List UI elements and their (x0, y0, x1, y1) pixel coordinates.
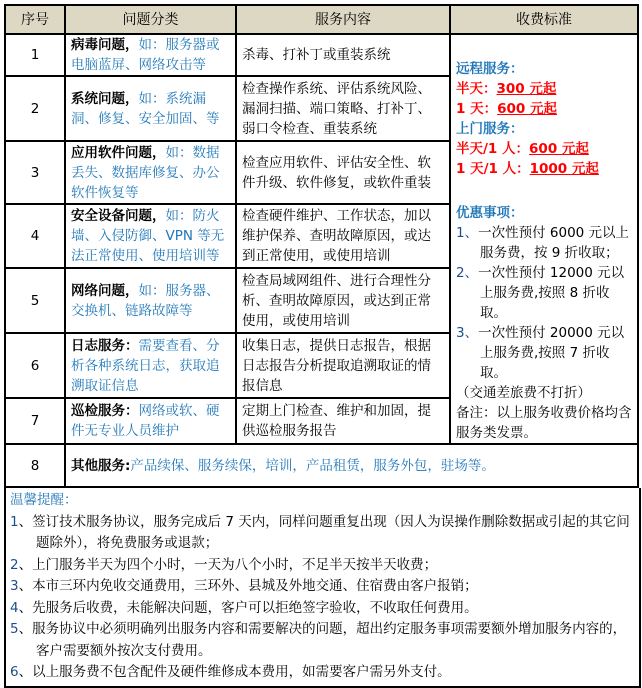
row-number: 3 (5, 141, 65, 204)
reminder-item: 5、服务协议中必须明确列出服务内容和需要解决的问题，超出约定服务事项需要额外增加服务内容的，客户需要额外按次支付费用。 (10, 621, 627, 659)
table-header-row (5, 5, 638, 34)
discount-item: 2、一次性预付 12000 元以上服务费,按照 8 折收取。 (456, 265, 625, 321)
reminders-section (4, 488, 641, 688)
category-examples: 如：服务器或电脑蓝屏、网络攻击等 (71, 37, 220, 73)
reminders-title: 温馨提醒： (10, 492, 78, 508)
reminder-item: 2、上门服务半天为四个小时，一天为八个小时，不足半天按半天收费； (10, 556, 438, 573)
remote-half-day: 半天：300 元起 (456, 81, 557, 97)
category-name: 巡检服务： (71, 403, 139, 419)
row-category (65, 204, 236, 268)
reminder-item: 1、签订技术服务协议，服务完成后 7 天内，同样问题重复出现（因人为误操作删除数据或引起的其它问题除外），将免费服务或退款； (10, 513, 630, 551)
row-content: 定期上门检查、维护和加固，提供巡检服务报告 (236, 398, 450, 444)
row-category (65, 268, 236, 333)
spacer (456, 35, 632, 59)
category-examples: 如：系统漏洞、修复、安全加固、等 (71, 90, 220, 127)
travel-note: （交通差旅费不打折） (456, 385, 591, 401)
category-examples: 如：数据丢失、数据库修复、办公软件恢复等 (71, 144, 220, 201)
pricing-cell (450, 34, 638, 444)
category-name: 日志服务： (71, 337, 139, 354)
row-number: 6 (5, 333, 65, 398)
remote-full-day: 1 天：600 元起 (456, 101, 557, 117)
invoice-remark: 备注：以上服务收费价格均含服务类发票。 (456, 405, 632, 441)
discount-title: 优惠事项： (456, 205, 524, 221)
spacer (456, 179, 632, 203)
category-name: 网络问题， (71, 282, 139, 299)
other-services-list: 产品续保、服务续保，培训，产品租赁，服务外包，驻场等。 (130, 457, 495, 474)
row-number: 1 (5, 34, 65, 76)
reminder-item: 6、以上服务费不包含配件及硬件维修成本费用，如需要客户需另外支付。 (10, 664, 451, 680)
row-content: 收集日志，提供日志报告，根据日志报告分析提取追溯取证的情报信息 (236, 333, 450, 398)
category-examples: 网络或软、硬件无专业人员维护 (71, 403, 220, 439)
category-name: 系统问题， (71, 90, 139, 107)
category-name: 安全设备问题， (71, 208, 166, 224)
header-pricing: 收费标准 (450, 5, 638, 34)
onsite-day-price: 1000 元起 (529, 161, 599, 177)
table-row (5, 34, 638, 76)
onsite-service-title: 上门服务： (456, 121, 524, 137)
row-category (65, 76, 236, 141)
discount-item: 3、一次性预付 20000 元以上服务费,按照 7 折收取。 (456, 325, 625, 381)
reminder-item: 3、本市三环内免收交通费用，三环外、县城及外地交通、住宿费由客户报销； (10, 578, 478, 594)
service-pricing-sheet (4, 4, 637, 688)
row-content: 检查应用软件、评估安全性、软件升级、软件修复，或软件重装 (236, 141, 450, 204)
row-number: 2 (5, 76, 65, 141)
row-content: 检查硬件维护、工作状态，加以维护保养、查明故障原因，或达到正常使用，或使用培训 (236, 204, 450, 268)
category-examples: 如：服务器、交换机、链路故障等 (71, 282, 220, 319)
row-number: 4 (5, 204, 65, 268)
row-number: 5 (5, 268, 65, 333)
row-category (65, 34, 236, 76)
table-row-other-services (5, 444, 638, 487)
row-content: 检查局域网组件、进行合理性分析、查明故障原因，或达到正常使用，或使用培训 (236, 268, 450, 333)
onsite-half-price: 600 元起 (529, 141, 589, 157)
onsite-half-day: 半天/1 人：600 元起 (456, 141, 589, 157)
header-content: 服务内容 (236, 5, 450, 34)
onsite-full-day: 1 天/1 人：1000 元起 (456, 161, 599, 177)
header-category: 问题分类 (65, 5, 236, 34)
service-table (4, 4, 639, 488)
category-name: 病毒问题， (71, 37, 139, 53)
row-number: 8 (5, 444, 65, 487)
row-number: 7 (5, 398, 65, 444)
reminder-item: 4、先服务后收费，未能解决问题，客户可以拒绝签字验收，不收取任何费用。 (10, 599, 478, 616)
row-category (65, 141, 236, 204)
remote-day-price: 600 元起 (497, 101, 557, 117)
other-services (65, 444, 638, 487)
header-index: 序号 (5, 5, 65, 34)
category-examples: 如：防火墙、入侵防御、VPN 等无法正常使用、使用培训等 (71, 208, 225, 264)
row-category (65, 398, 236, 444)
row-content: 杀毒、打补丁或重装系统 (236, 34, 450, 76)
row-category (65, 333, 236, 398)
remote-service-title: 远程服务： (456, 61, 524, 77)
row-content: 检查操作系统、评估系统风险、漏洞扫描、端口策略、打补丁、弱口令检查、重装系统 (236, 76, 450, 141)
other-services-label: 其他服务: (71, 457, 131, 474)
remote-half-price: 300 元起 (496, 81, 557, 97)
category-examples: 需要查看、分析各种系统日志，获取追溯取证信息 (71, 337, 220, 394)
discount-item: 1、一次性预付 6000 元以上服务费，按 9 折收取； (456, 225, 630, 261)
category-name: 应用软件问题， (71, 144, 166, 161)
